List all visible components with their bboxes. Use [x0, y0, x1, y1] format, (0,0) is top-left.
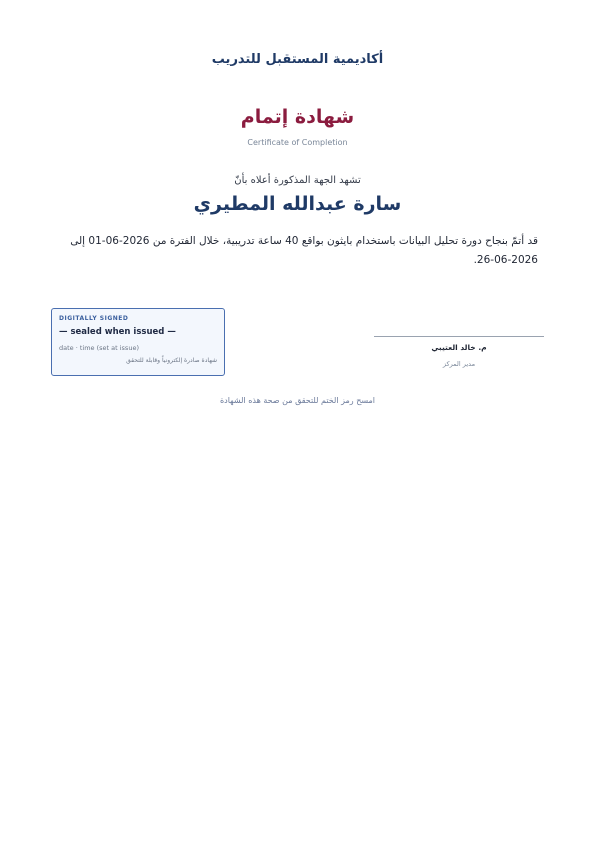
attest-line: تشهد الجهة المذكورة أعلاه بأنّ — [234, 175, 361, 186]
seal-status: — sealed when issued — — [59, 327, 176, 337]
recipient-name: سارة عبدالله المطيري — [193, 193, 402, 215]
certificate-subtitle: Certificate of Completion — [247, 138, 348, 147]
certificate-body: قد أتمّ بنجاح دورة تحليل البيانات باستخدام بايثون بواقع 40 ساعة تدريبية، خلال الفترة من 2026-06-01 إلى 2026-06-26. — [70, 235, 538, 266]
seal-header: DIGITALLY SIGNED — [59, 315, 129, 322]
certificate-title: شهادة إتمام — [240, 106, 355, 128]
seal-date: date · time (set at issue) — [59, 344, 139, 352]
signature-line — [374, 336, 544, 337]
signatory-name: م. خالد العتيبي — [431, 343, 487, 352]
verify-instruction: امسح رمز الختم للتحقق من صحة هذه الشهادة — [219, 396, 376, 405]
academy-name: أكاديمية المستقبل للتدريب — [211, 52, 384, 67]
digital-seal[interactable] — [51, 308, 225, 376]
seal-note: شهادة صادرة إلكترونياً وقابلة للتحقق — [126, 357, 217, 364]
signatory-role: مدير المركز — [442, 360, 476, 368]
